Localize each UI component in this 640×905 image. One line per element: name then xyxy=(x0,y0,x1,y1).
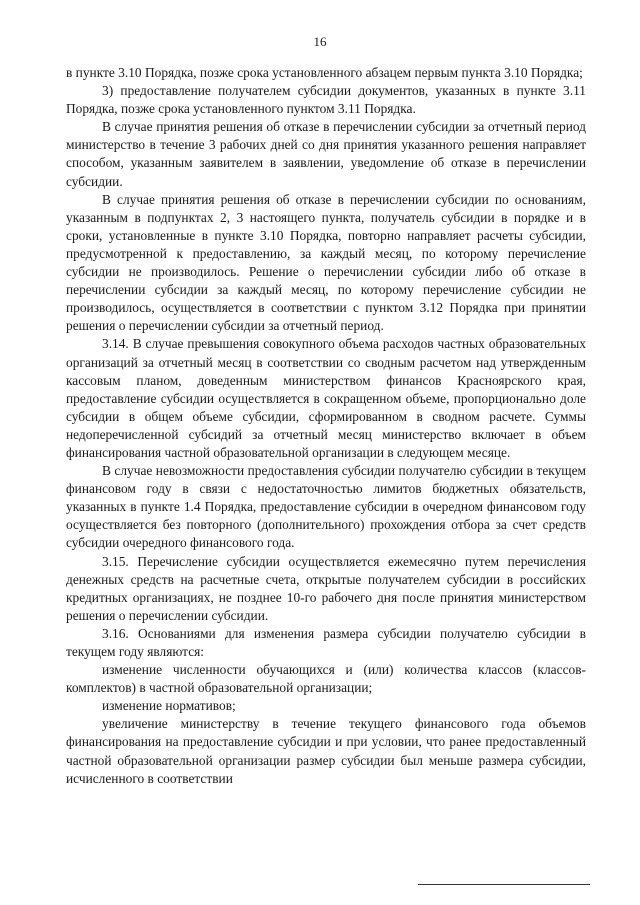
paragraph-refusal-notice: В случае принятия решения об отказе в перечислении субсидии за отчетный период министерство в течение 3 рабочих дней со дня принятия указанного решения направляет способом, указанным заявителем в заявлении, уведомление об отказе в перечислении субсидии. xyxy=(66,119,586,189)
paragraph-student-count: изменение численности обучающихся и (или) количества классов (классов-комплектов) в частной образовательной организации; xyxy=(66,662,586,696)
page-number: 16 xyxy=(313,34,327,49)
paragraph-3-15: 3.15. Перечисление субсидии осуществляется ежемесячно путем перечисления денежных средств на расчетные счета, открытые получателем субсидии в российских кредитных организациях, не позднее 10-го рабочего дня после принятия министерством решения о перечислении субсидии. xyxy=(66,553,586,623)
paragraph-3-14: 3.14. В случае превышения совокупного объема расходов частных образовательных организаций за отчетный месяц в соответствии со сводным расчетом над утвержденным кассовым планом, доведенным министерством финансов Красноярского края, предоставление субсидии осуществляется в сокращенном объеме, пропорционально доле субсидии в общем объеме субсидии, сформированном в сводном расчете. Суммы недоперечисленной субсидий за отчетный месяц министерство включает в объем финансирования частной образовательной организации в следующем месяце. xyxy=(66,336,586,460)
paragraph-resubmission: В случае принятия решения об отказе в перечислении субсидии по основаниям, указанным в подпунктах 2, 3 настоящего пункта, получатель субсидии в порядке и в сроки, установленные в пункте 3.10 Порядка, повторно направляет расчеты субсидии, предусмотренной к предоставлению, за каждый месяц, по которому перечисление субсидии не производилось. Решение о перечислении субсидии либо об отказе в перечислении субсидии за каждый месяц, по которому перечисление субсидии не производилось, осуществляется в соответствии с пунктом 3.12 Порядка при принятии решения о перечислении субсидии за отчетный период. xyxy=(66,191,586,334)
paragraph-item-3: 3) предоставление получателем субсидии документов, указанных в пункте 3.11 Порядка, позже срока установленного пунктом 3.11 Порядка. xyxy=(66,83,586,117)
paragraph-continuation: в пункте 3.10 Порядка, позже срока установленного абзацем первым пункта 3.10 Порядка; xyxy=(66,65,583,80)
paragraph-norms: изменение нормативов; xyxy=(102,698,236,714)
footer-rule xyxy=(418,884,590,885)
paragraph-funding-increase: увеличение министерству в течение текущего финансового года объемов финансирования на предоставление субсидии и при условии, что ранее предоставленный частной образовательной организации размер субсидии был меньше размера субсидии, исчисленного в соответствии xyxy=(66,716,586,786)
paragraph-3-16: 3.16. Основаниями для изменения размера субсидии получателю субсидии в текущем году являются: xyxy=(66,625,586,659)
document-body xyxy=(66,64,586,788)
paragraph-budget-limits: В случае невозможности предоставления субсидии получателю субсидии в текущем финансовом году в связи с недостаточностью лимитов бюджетных обязательств, указанных в пункте 1.4 Порядка, предоставление субсидии в очередном финансовом году осуществляется без повторного (дополнительного) прохождения отбора за счет средств субсидии очередного финансового года. xyxy=(66,463,586,551)
